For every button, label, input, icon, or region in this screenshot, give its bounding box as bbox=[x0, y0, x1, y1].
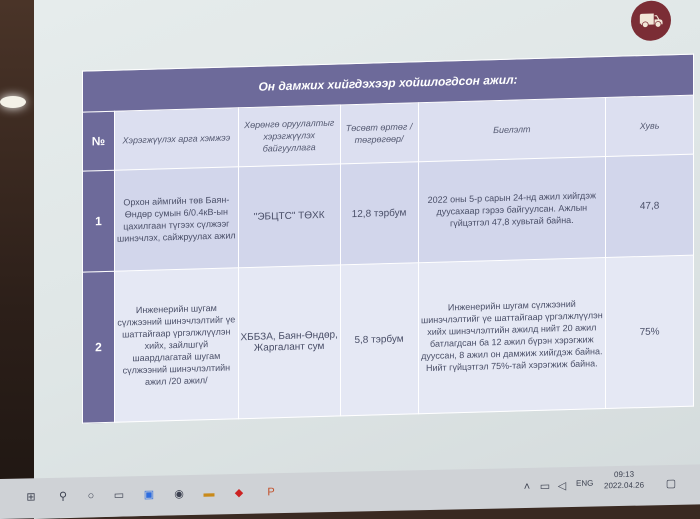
chrome-icon[interactable]: ◉ bbox=[174, 488, 184, 501]
header-num: № bbox=[83, 111, 115, 171]
clock-date[interactable]: 2022.04.26 bbox=[604, 480, 645, 491]
table-row bbox=[83, 154, 694, 272]
file-explorer-icon[interactable]: ▭ bbox=[113, 489, 125, 502]
projection-screen bbox=[34, 0, 700, 519]
header-percent: Хувь bbox=[606, 95, 694, 156]
table-row bbox=[83, 255, 694, 423]
volume-icon[interactable]: ◁ bbox=[557, 480, 567, 493]
task-view-icon[interactable]: ○ bbox=[87, 490, 95, 503]
tractor-icon: ⛟ bbox=[631, 0, 671, 41]
row-method: Орхон аймгийн төв Баян-Өндөр сумын 6/0.4кВ-ын цахилгаан түгээх сүлжээг шинэчлэх, сайжруулах ажил bbox=[114, 167, 238, 271]
chevron-up-icon[interactable]: ˄ bbox=[523, 480, 531, 494]
folder-icon[interactable]: ▬ bbox=[203, 487, 215, 500]
row-percent: 47,8 bbox=[606, 154, 694, 257]
language-indicator[interactable]: ENG bbox=[576, 478, 594, 488]
row-method: Инженерийн шугам сүлжээний шинэчлэлтийг үе шаттайгаар үргэлжлүүлэн хийх, зайлшгүй шаардлагатай шугам сүлжээний шинэчлэлтийн ажил /20 ажил/ bbox=[114, 268, 238, 422]
recording-icon[interactable]: ◆ bbox=[234, 486, 244, 500]
row-org: "ЭБЦТС" ТӨХК bbox=[238, 164, 340, 268]
row-performance: Инженерийн шугам сүлжээний шинэчлэлтийг үе шаттайгаар үргэлжлүүлэн хийх шинэчлэлтийн ажилд нийт 20 ажил батлагдсан ба 12 ажил бүрэн хэрэгжиж дууссан, 8 ажил он дамжиж хийгдэж байна. Нийт гүйцэтгэл 75%-тай хэрэгжиж байна. bbox=[418, 258, 606, 414]
row-cost: 5,8 тэрбум bbox=[340, 263, 418, 416]
powerpoint-icon[interactable]: P bbox=[267, 486, 275, 499]
notification-icon[interactable]: ▢ bbox=[665, 477, 677, 491]
clock-time[interactable]: 09:13 bbox=[614, 469, 635, 480]
row-org: ХББЗА, Баян-Өндөр, Жаргалант сум bbox=[238, 265, 340, 419]
ceiling-light bbox=[0, 96, 26, 108]
row-number: 2 bbox=[83, 271, 115, 423]
header-performance: Биелэлт bbox=[418, 98, 606, 162]
windows-start-icon[interactable]: ⊞ bbox=[26, 491, 36, 504]
row-cost: 12,8 тэрбум bbox=[340, 162, 418, 265]
row-number: 1 bbox=[83, 170, 115, 272]
header-method: Хэрэгжүүлэх арга хэмжээ bbox=[114, 108, 238, 170]
slide-table bbox=[82, 54, 694, 424]
header-org: Хөрөнгө оруулалтыг хэрэгжүүлэх байгууллага bbox=[238, 105, 340, 167]
logo bbox=[606, 0, 696, 46]
header-cost: Төсөвт өртөг /төгрөгөөр/ bbox=[340, 103, 418, 164]
slide-title: Он дамжих хийгдэхээр хойшлогдсон ажил: bbox=[83, 54, 694, 112]
network-icon[interactable]: ▭ bbox=[539, 480, 551, 493]
row-percent: 75% bbox=[606, 255, 694, 408]
row-performance: 2022 оны 5-р сарын 24-нд ажил хийгдэж дуусахаар гэрээ байгуулсан. Ажлын гүйцэтгэл 47,8 хувьтай байна. bbox=[418, 157, 606, 263]
search-icon[interactable]: ⚲ bbox=[58, 490, 68, 503]
zoom-icon[interactable]: ▣ bbox=[143, 488, 155, 501]
